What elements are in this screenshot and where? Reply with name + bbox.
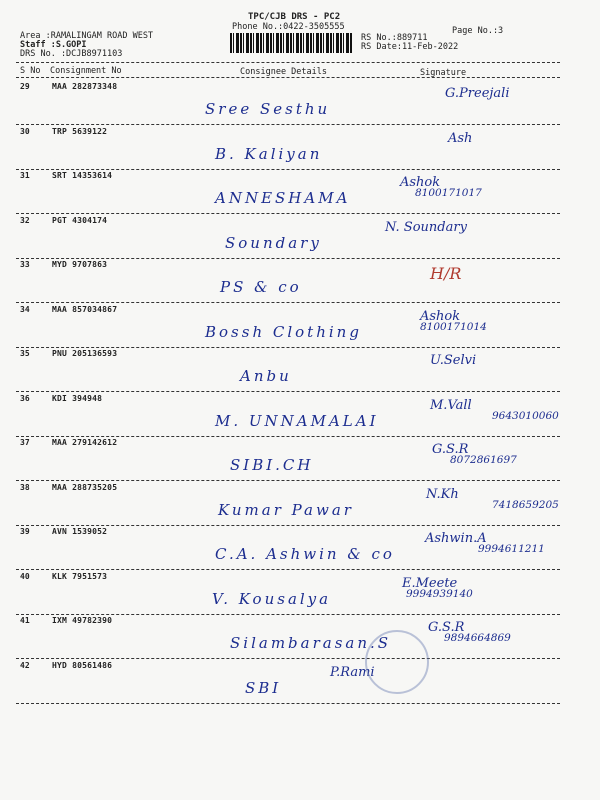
phone-note: 8072861697 <box>450 454 517 466</box>
consignee-name: B. Kaliyan <box>215 144 323 163</box>
signature-mark: P.Rami <box>330 664 375 680</box>
phone-note: 9994611211 <box>478 543 545 555</box>
divider <box>16 525 560 526</box>
divider <box>16 703 560 704</box>
signature-mark: N.Kh <box>426 486 459 502</box>
divider <box>16 302 560 303</box>
office-stamp <box>365 630 429 694</box>
consignment-number: TRP 5639122 <box>52 126 108 136</box>
divider <box>16 62 560 63</box>
page-number: Page No.:3 <box>452 26 504 36</box>
signature-mark: G.Preejali <box>445 86 510 101</box>
signature-mark: H/R <box>430 264 462 283</box>
divider <box>16 391 560 392</box>
divider <box>16 124 560 125</box>
rs-number: RS No.:889711 <box>361 33 428 43</box>
consignee-name: SBI <box>245 678 282 697</box>
consignee-name: Soundary <box>225 233 322 252</box>
column-consignment: Consignment No <box>50 66 122 76</box>
row-number: 39 <box>20 527 30 536</box>
drs-number: DRS No. :DCJB8971103 <box>20 49 123 59</box>
consignee-name: ANNESHAMA <box>215 189 351 207</box>
row-number: 33 <box>20 260 30 269</box>
divider <box>16 436 560 437</box>
divider <box>16 480 560 481</box>
consignee-name: Anbu <box>240 367 292 385</box>
phone-note: 9994939140 <box>406 587 473 600</box>
row-number: 30 <box>20 126 30 136</box>
row-number: 32 <box>20 215 30 225</box>
consignment-number: SRT 14353614 <box>52 171 113 180</box>
signature-mark: U.Selvi <box>430 353 477 368</box>
divider <box>16 213 560 214</box>
consignment-number: PGT 4304174 <box>52 215 108 225</box>
consignment-number: HYD 80561486 <box>52 660 113 670</box>
signature-mark: N. Soundary <box>385 219 467 235</box>
consignment-number: PNU 205136593 <box>52 349 118 358</box>
consignee-name: PS & co <box>220 278 302 296</box>
area-label: Area :RAMALINGAM ROAD WEST <box>20 31 154 41</box>
phone-note: 8100171017 <box>415 187 482 199</box>
consignment-number: MAA 857034867 <box>52 304 118 314</box>
consignment-number: KDI 394948 <box>52 393 103 403</box>
consignee-name: M. UNNAMALAI <box>215 411 379 430</box>
divider <box>16 169 560 170</box>
signature-mark: Ashok <box>400 175 441 190</box>
consignee-name: Kumar Pawar <box>218 500 354 519</box>
consignment-number: MAA 288735205 <box>52 482 118 492</box>
consignee-name: Bossh Clothing <box>205 322 362 341</box>
signature-mark: M.Vall <box>430 397 472 413</box>
row-number: 31 <box>20 171 30 180</box>
phone-note: 9643010060 <box>492 409 559 422</box>
consignment-number: KLK 7951573 <box>52 571 108 581</box>
signature-mark: Ashok <box>420 308 461 324</box>
column-signature: Signature <box>420 68 467 78</box>
column-sno: S No <box>20 66 41 76</box>
row-number: 40 <box>20 571 30 581</box>
row-number: 37 <box>20 438 30 447</box>
consignee-name: Silambarasan.S <box>230 634 392 652</box>
divider <box>16 614 560 615</box>
divider <box>16 569 560 570</box>
row-number: 29 <box>20 82 30 91</box>
consignment-number: AVN 1539052 <box>52 527 108 536</box>
consignment-number: MAA 279142612 <box>52 438 118 447</box>
row-number: 42 <box>20 660 30 670</box>
staff-label: Staff :S.GOPI <box>20 40 87 50</box>
divider <box>16 658 560 659</box>
consignee-name: V. Kousalya <box>212 589 332 608</box>
row-number: 34 <box>20 304 30 314</box>
drs-title: TPC/CJB DRS - PC2 <box>248 12 341 22</box>
rs-date: RS Date:11-Feb-2022 <box>361 42 459 52</box>
consignment-number: MAA 282873348 <box>52 82 118 91</box>
consignee-name: Sree Sesthu <box>205 100 331 118</box>
row-number: 35 <box>20 349 30 358</box>
signature-mark: Ashwin.A <box>425 531 487 546</box>
row-number: 38 <box>20 482 30 492</box>
signature-mark: G.S.R <box>428 620 465 635</box>
row-number: 41 <box>20 616 30 625</box>
divider <box>16 258 560 259</box>
row-number: 36 <box>20 393 30 403</box>
phone-note: 9894664869 <box>444 632 511 644</box>
signature-mark: E.Meete <box>402 575 458 591</box>
phone-note: 8100171014 <box>420 320 487 333</box>
column-consignee: Consignee Details <box>240 67 327 77</box>
barcode <box>230 33 352 53</box>
signature-mark: Ash <box>448 130 473 146</box>
phone-number: Phone No.:0422-3505555 <box>232 22 345 32</box>
consignee-name: SIBI.CH <box>230 456 314 474</box>
divider <box>16 347 560 348</box>
signature-mark: G.S.R <box>432 442 469 457</box>
consignment-number: MYD 9707863 <box>52 260 108 269</box>
consignee-name: C.A. Ashwin & co <box>215 545 395 563</box>
consignment-number: IXM 49782390 <box>52 616 113 625</box>
phone-note: 7418659205 <box>492 498 559 511</box>
divider <box>16 77 560 78</box>
